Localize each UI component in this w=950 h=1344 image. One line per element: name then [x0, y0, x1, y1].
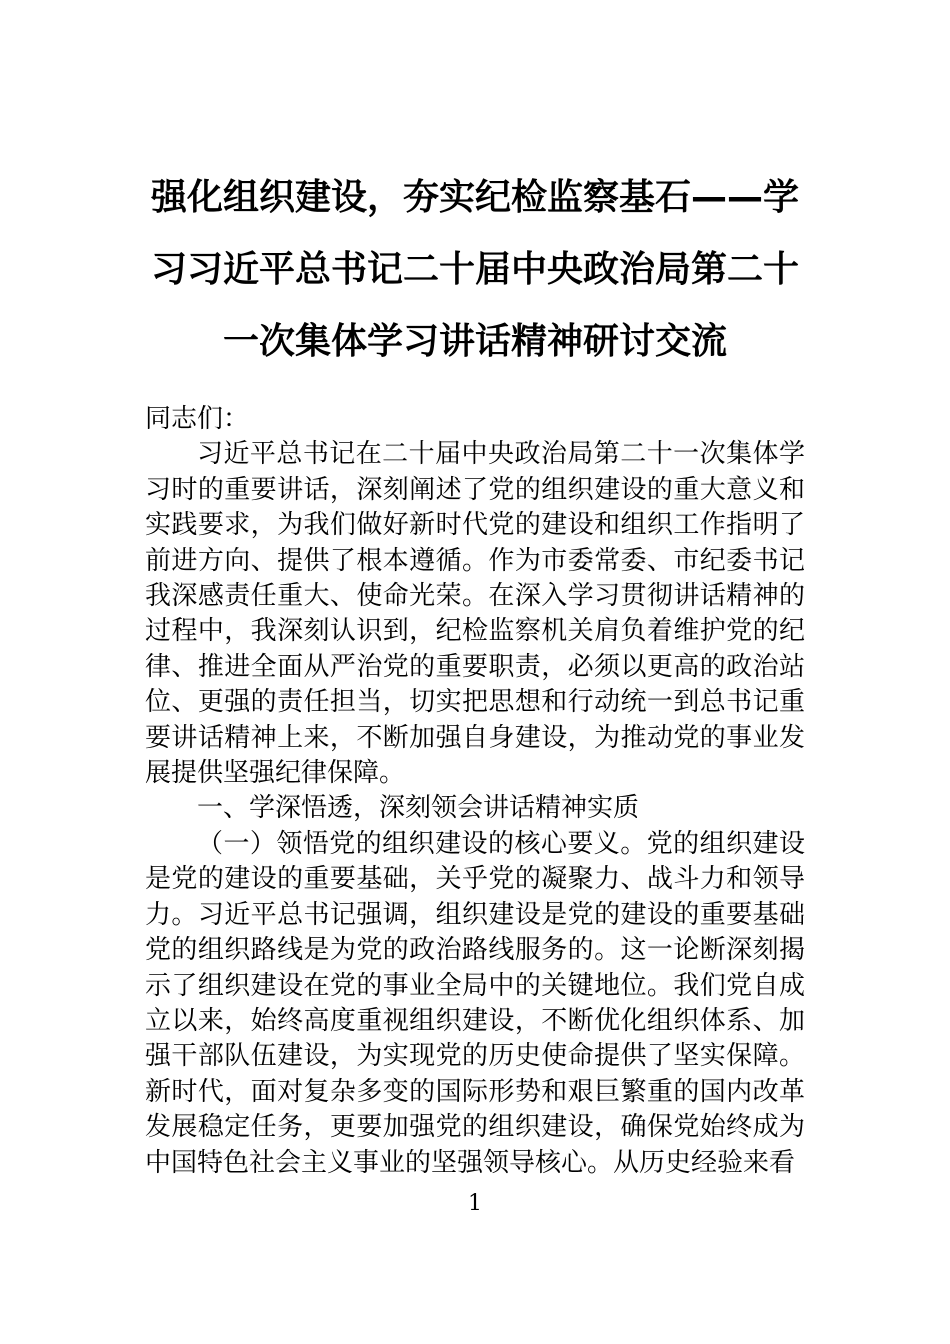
paragraph-section-1-1: （一）领悟党的组织建设的核心要义。党的组织建设是党的建设的重要基础，关乎党的凝聚力、战斗力和领导力。习近平总书记强调，组织建设是党的建设的重要基础党的组织路线是为党的政治路线服务的。这一论断深刻揭示了组织建设在党的事业全局中的关键地位。我们党自成立以来，始终高度重视组织建设，不断优化组织体系、加强干部队伍建设，为实现党的历史使命提供了坚实保障。新时代，面对复杂多变的国际形势和艰巨繁重的国内改革发展稳定任务，更要加强党的组织建设，确保党始终成为中国特色社会主义事业的坚强领导核心。从历史经验来看 [145, 828, 805, 1178]
document-title: 强化组织建设，夯实纪检监察基石——学习习近平总书记二十届中央政治局第二十一次集体学习讲话精神研讨交流 [150, 177, 799, 362]
section-heading: 一、学深悟透，深刻领会讲话精神实质 [197, 793, 640, 824]
page-number: 1 [468, 1191, 482, 1216]
document-body [145, 402, 805, 1181]
salutation: 同志们： [145, 404, 250, 434]
paragraph-intro: 习近平总书记在二十届中央政治局第二十一次集体学习时的重要讲话，深刻阐述了党的组织建设的重大意义和实践要求，为我们做好新时代党的建设和组织工作指明了前进方向、提供了根本遵循。作为市委常委、市纪委书记我深感责任重大、使命光荣。在深入学习贯彻讲话精神的过程中，我深刻认识到，纪检监察机关肩负着维护党的纪律、推进全面从严治党的重要职责，必须以更高的政治站位、更强的责任担当，切实把思想和行动统一到总书记重要讲话精神上来，不断加强自身建设，为推动党的事业发展提供坚强纪律保障。 [145, 439, 805, 789]
